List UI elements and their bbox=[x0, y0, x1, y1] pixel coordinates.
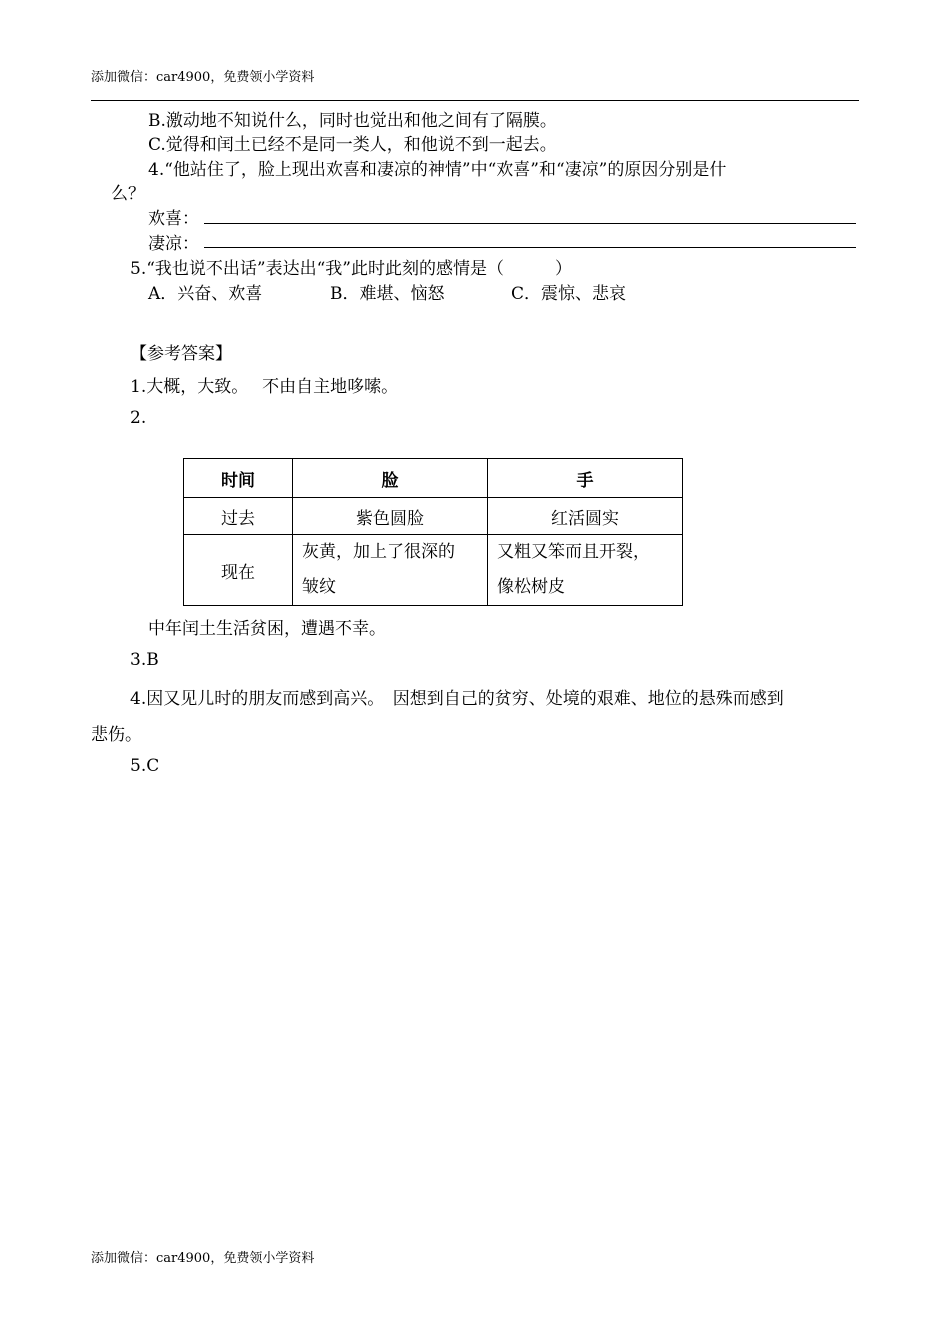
table-header-face: 脸 bbox=[293, 459, 488, 498]
q3-option-c: C.觉得和闰土已经不是同一类人，和他说不到一起去。 bbox=[148, 135, 557, 155]
table-header-time: 时间 bbox=[184, 459, 293, 498]
table-row bbox=[184, 535, 683, 606]
q3-option-b: B.激动地不知说什么，同时也觉出和他之间有了隔膜。 bbox=[148, 111, 557, 131]
q4-blank1-line bbox=[204, 223, 856, 224]
q4-blank2-line bbox=[204, 247, 856, 248]
table-cell-past-hand: 红活圆实 bbox=[488, 498, 683, 535]
answer-2-summary: 中年闰土生活贫困，遭遇不幸。 bbox=[148, 619, 386, 639]
q4-blank1-label: 欢喜： bbox=[148, 209, 199, 229]
answer-2-label: 2. bbox=[130, 408, 147, 428]
q5-stem: 5.“我也说不出话”表达出“我”此时此刻的感情是（ ） bbox=[130, 259, 572, 279]
header-rule bbox=[91, 100, 859, 101]
table-header-row bbox=[184, 459, 683, 498]
now-face-line1: 灰黄，加上了很深的 bbox=[302, 542, 455, 562]
table-cell-now: 现在 bbox=[184, 535, 293, 606]
table-cell-now-face bbox=[293, 535, 488, 606]
answer-4-line1: 4.因又见儿时的朋友而感到高兴。 因想到自己的贫穷、处境的艰难、地位的悬殊而感到 bbox=[130, 689, 784, 709]
table-cell-past-face: 紫色圆脸 bbox=[293, 498, 488, 535]
table-cell-now-hand bbox=[488, 535, 683, 606]
q5-option-a: A．兴奋、欢喜 bbox=[148, 284, 263, 304]
answer-3: 3.B bbox=[130, 650, 159, 670]
page-footer: 添加微信：car4900，免费领小学资料 bbox=[91, 1251, 315, 1266]
page-header: 添加微信：car4900，免费领小学资料 bbox=[91, 70, 315, 85]
table-row bbox=[184, 498, 683, 535]
answer-2-table bbox=[183, 458, 683, 606]
q4-stem-line1: 4.“他站住了，脸上现出欢喜和凄凉的神情”中“欢喜”和“凄凉”的原因分别是什 bbox=[148, 160, 727, 180]
now-hand-line1: 又粗又笨而且开裂， bbox=[497, 542, 650, 562]
answer-1: 1.大概，大致。 不由自主地哆嗦。 bbox=[130, 377, 399, 397]
table-header-hand: 手 bbox=[488, 459, 683, 498]
q5-option-b: B．难堪、恼怒 bbox=[330, 284, 445, 304]
answers-heading: 【参考答案】 bbox=[130, 344, 232, 364]
table-cell-past: 过去 bbox=[184, 498, 293, 535]
q4-stem-line2: 么？ bbox=[111, 184, 145, 204]
q5-option-c: C．震惊、悲哀 bbox=[511, 284, 627, 304]
now-face-line2: 皱纹 bbox=[302, 577, 336, 597]
now-hand-line2: 像松树皮 bbox=[497, 577, 565, 597]
answer-4-line2: 悲伤。 bbox=[91, 725, 142, 745]
q4-blank2-label: 凄凉： bbox=[148, 234, 199, 254]
answer-5: 5.C bbox=[130, 756, 160, 776]
